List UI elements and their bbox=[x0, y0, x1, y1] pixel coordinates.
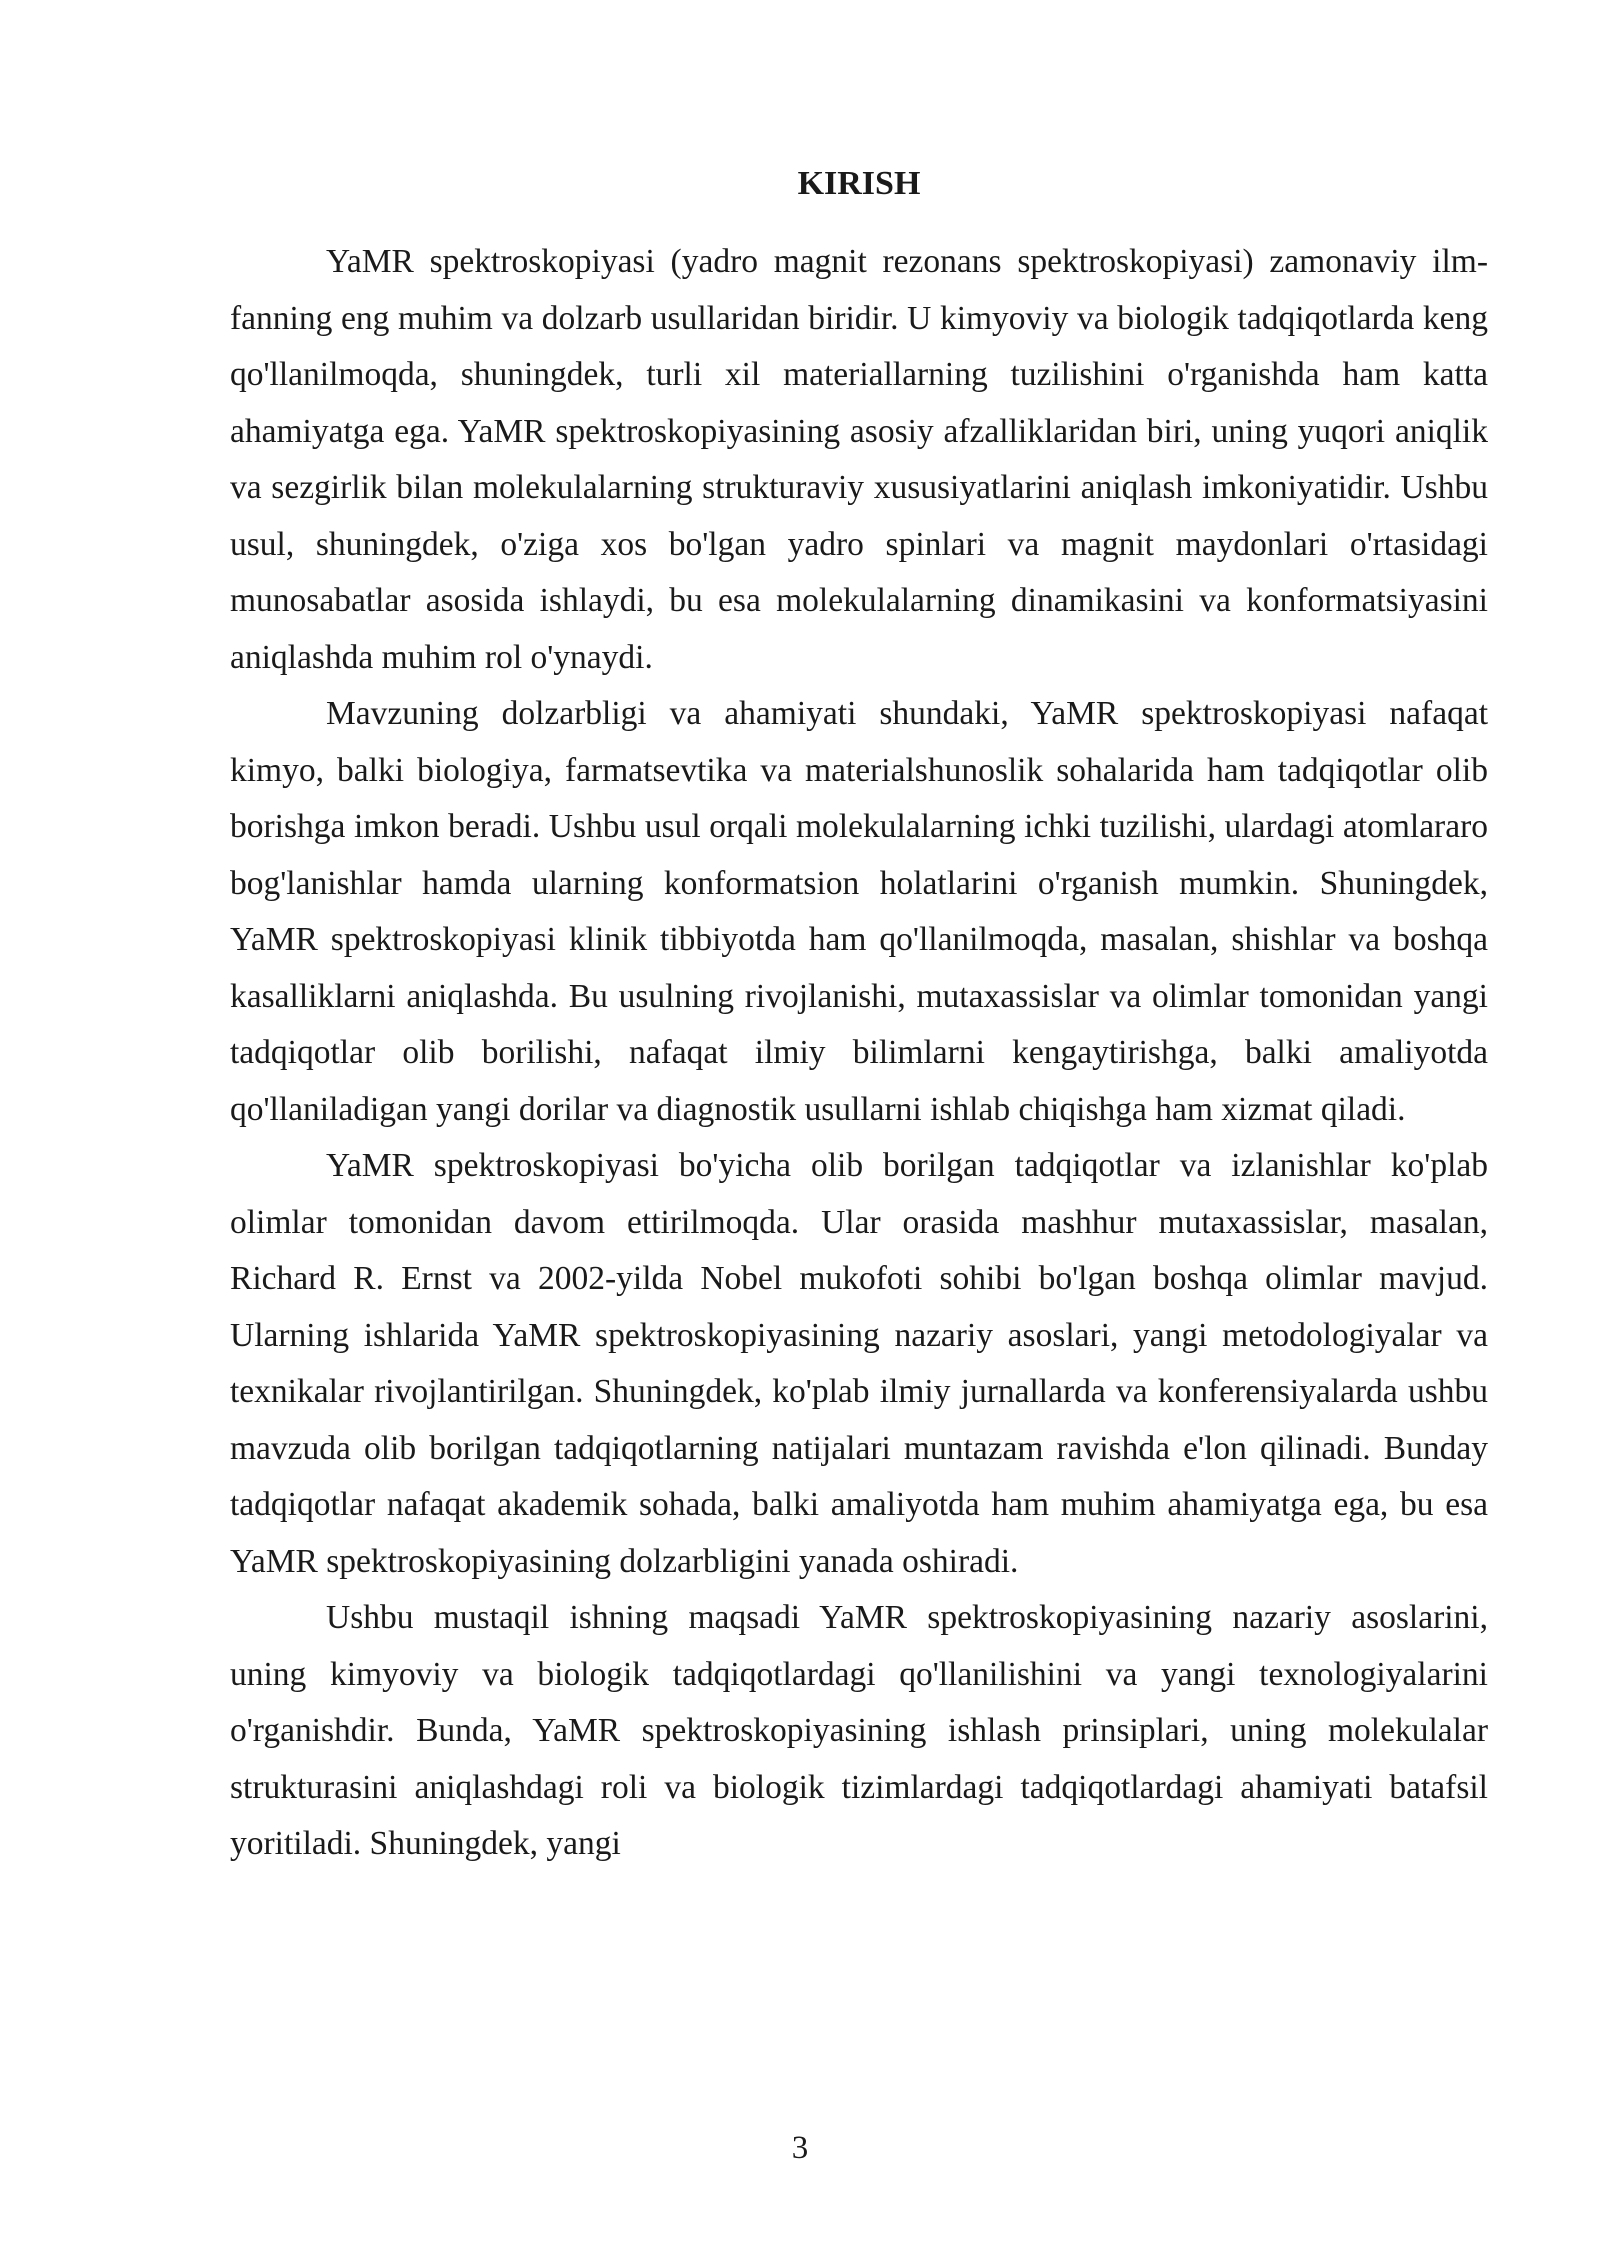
page-title: KIRISH bbox=[797, 165, 921, 202]
paragraph-2: Mavzuning dolzarbligi va ahamiyati shundaki, YaMR spektroskopiyasi nafaqat kimyo, balki biologiya, farmatsevtika va materialshunoslik sohalarida ham tadqiqotlar olib borishga imkon beradi. Ushbu usul orqali molekulalarning ichki tuzilishi, ulardagi atomlararo bog'lanishlar hamda ularning konformatsion holatlarini o'rganish mumkin. Shuningdek, YaMR spektroskopiyasi klinik tibbiyotda ham qo'llanilmoqda, masalan, shishlar va boshqa kasalliklarni aniqlashda. Bu usulning rivojlanishi, mutaxassislar va olimlar tomonidan yangi tadqiqotlar olib borilishi, nafaqat ilmiy bilimlarni kengaytirishga, balki amaliyotda qo'llaniladigan yangi dorilar va diagnostik usullarni ishlab chiqishga ham xizmat qiladi. bbox=[230, 695, 1488, 1128]
paragraph-1: YaMR spektroskopiyasi (yadro magnit rezonans spektroskopiyasi) zamonaviy ilm-fanning eng muhim va dolzarb usullaridan biridir. U kimyoviy va biologik tadqiqotlarda keng qo'llanilmoqda, shuningdek, turli xil materiallarning tuzilishini o'rganishda ham katta ahamiyatga ega. YaMR spektroskopiyasining asosiy afzalliklaridan biri, uning yuqori aniqlik va sezgirlik bilan molekulalarning strukturaviy xususiyatlarini aniqlash imkoniyatidir. Ushbu usul, shuningdek, o'ziga xos bo'lgan yadro spinlari va magnit maydonlari o'rtasidagi munosabatlar asosida ishlaydi, bu esa molekulalarning dinamikasini va konformatsiyasini aniqlashda muhim rol o'ynaydi. bbox=[230, 243, 1488, 676]
document-page bbox=[230, 164, 1488, 1873]
paragraph-4: Ushbu mustaqil ishning maqsadi YaMR spektroskopiyasining nazariy asoslarini, uning kimyoviy va biologik tadqiqotlardagi qo'llanilishini va yangi texnologiyalarini o'rganishdir. Bunda, YaMR spektroskopiyasining ishlash prinsiplari, uning molekulalar strukturasini aniqlashdagi roli va biologik tizimlardagi tadqiqotlardagi ahamiyati batafsil yoritiladi. Shuningdek, yangi bbox=[230, 1599, 1488, 1862]
page-number: 3 bbox=[791, 2130, 809, 2166]
paragraph-3: YaMR spektroskopiyasi bo'yicha olib borilgan tadqiqotlar va izlanishlar ko'plab olimlar tomonidan davom ettirilmoqda. Ular orasida mashhur mutaxassislar, masalan, Richard R. Ernst va 2002-yilda Nobel mukofoti sohibi bo'lgan boshqa olimlar mavjud. Ularning ishlarida YaMR spektroskopiyasining nazariy asoslari, yangi metodologiyalar va texnikalar rivojlantirilgan. Shuningdek, ko'plab ilmiy jurnallarda va konferensiyalarda ushbu mavzuda olib borilgan tadqiqotlarning natijalari muntazam ravishda e'lon qilinadi. Bunday tadqiqotlar nafaqat akademik sohada, balki amaliyotda ham muhim ahamiyatga ega, bu esa YaMR spektroskopiyasining dolzarbligini yanada oshiradi. bbox=[230, 1147, 1488, 1580]
